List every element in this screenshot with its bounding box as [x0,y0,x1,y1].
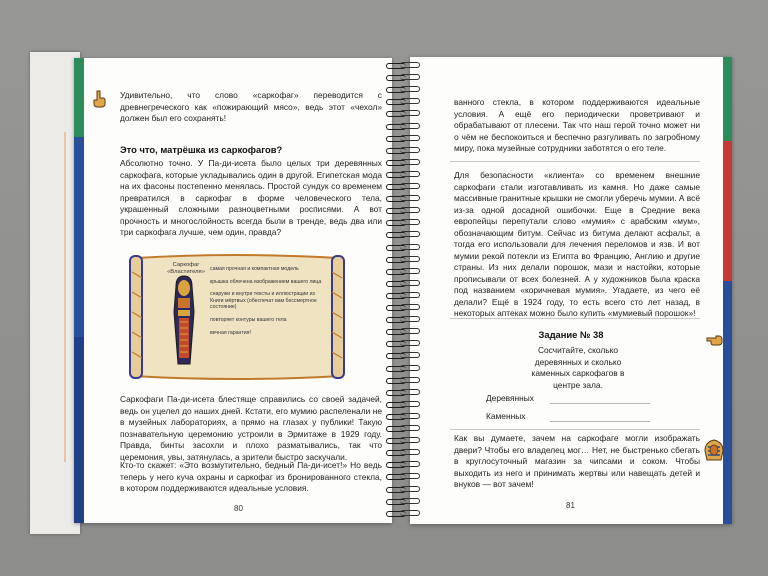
spiral-ring [386,110,420,118]
paragraph-3: Кто-то скажет: «Это возмутительно, бедный Па-ди-исет!» Но ведь теперь у него куча охраны и саркофаг из бронированного стекла, в котором поддерживаются идеальные условия. [120,460,382,493]
spiral-ring [386,62,420,70]
right-paragraph-0: ванного стекла, в котором поддерживаются идеальные условия. А ещё его периодически проветривают и обрабатывают от плесени. Так что наш герой точно может ни о чём не беспокоиться и беспечно разгуливать по загробному миру, пока музейные сотрудники заботятся о его теле. [454,97,700,153]
stone-answer-line[interactable] [550,421,650,422]
right-color-strip [723,57,732,524]
intro-text: Удивительно, что слово «саркофаг» переводится с древнегреческого как «пожирающий мясо», ведь этот «чехол» должен был его сохранять! [120,90,382,123]
spiral-ring [386,413,420,421]
spiral-ring [386,256,420,264]
spiral-ring [386,292,420,300]
pointing-hand-icon [92,90,106,111]
spiral-ring [386,147,420,155]
spiral-ring [386,328,420,336]
spiral-ring [386,280,420,288]
page-number: 81 [566,501,575,510]
left-color-strip [74,58,84,523]
papyrus-item: самая прочная и компактная модель [210,266,299,272]
right-page [410,57,732,524]
spiral-ring [386,437,420,445]
paragraph-2: Саркофаги Па-ди-исета блестяще справились со своей задачей, ведь он уцелел до наших дней. Кстати, его мумию распеленали не в музейных лабораториях, а прямо на глазах у публики! Такую познавательную церемонию устроили в Эрмитаже в 1929 году. Правда, бинты засохли и плохо разматывались, так что церемония, увы, затянулась, а зрители быстро заскучали. [120,394,382,462]
spiral-ring [386,365,420,373]
papyrus-item: снаружи и внутри тексты и иллюстрации из Книги мёртвых (обеспечат вам бессмертное состояние) [210,291,317,311]
spiral-ring [386,425,420,433]
wooden-label: Деревянных [486,393,534,403]
page-number: 80 [234,504,243,513]
spiral-ring [386,401,420,409]
section-heading: Это что, матрёшка из саркофагов? [120,144,283,155]
spiral-ring [386,244,420,252]
spiral-ring [386,171,420,179]
spiral-ring [386,183,420,191]
spiral-ring [386,473,420,481]
spiral-ring [386,219,420,227]
spiral-ring [386,510,420,518]
divider [450,318,700,319]
spiral-ring [386,231,420,239]
spiral-ring [386,159,420,167]
spiral-ring [386,74,420,82]
spiral-ring [386,377,420,385]
papyrus-title: Саркофаг «Властителя» [167,262,205,275]
spiral-ring [386,498,420,506]
spiral-ring [386,268,420,276]
spiral-ring [386,340,420,348]
wooden-answer-line[interactable] [550,403,650,404]
spiral-ring [386,123,420,131]
sarcophagus-figure [174,276,194,364]
papyrus-item: вечная гарантия! [210,329,251,336]
paragraph-1: Абсолютно точно. У Па-ди-исета было целых три деревянных саркофага, которые укладывались один в другой. Египетская мода на их фасоны постепенно менялась. Простой сундук со временем превратился в саркофаг в форме человеческого тела, украшенный сложными разноцветными росписями. А вот прочность и многослойность всегда были в тренде, ведь два или три саркофага лучше, чем один, правда? [120,158,382,237]
divider [450,161,700,162]
spiral-binding [386,56,420,524]
spiral-ring [386,449,420,457]
spiral-ring [386,98,420,106]
divider [450,429,700,430]
spiral-ring [386,195,420,203]
spiral-ring [386,461,420,469]
spiral-ring [386,135,420,143]
task-title: Задание № 38 [538,329,604,340]
spiral-ring [386,86,420,94]
task-text: Сосчитайте, сколько деревянных и сколько каменных саркофагов в центре зала. [531,345,625,390]
spiral-ring [386,316,420,324]
spiral-ring [386,389,420,397]
right-paragraph-1: Для безопасности «клиента» со временем внешние саркофаги стали изготавливать из камня. Но даже самые массивные гранитные крышки не смогли уберечь мумии. А всё из-за одной досадной ошибочки. Еще в Средние века европейцы перепутали слово «мумия» с арабским «мум», обозначающим битум. Сейчас из битума делают асфальт, а тогда его использовали для лечения переломов и язв. И вот мумии рекой потекли из Египта во Францию, Англию и другие страны. Из них делали порошок, мази и настойки, которые прописывали от всех болезней. А у художников была краска под названием «коричневая мумия». Угадаете, из чего её делали? Ещё в 1924 году, то есть всего сто лет назад, в некоторых аптеках можно было купить «мумиевый порошок»! [454,170,700,318]
spiral-ring [386,207,420,215]
right-paragraph-2: Как вы думаете, зачем на саркофаге могли изображать двери? Чтобы его владелец мог… Нет, не быстренько сбегать в круглосуточный магазин за чипсами и соком. Чтобы выходить из него и принимать жертвы или навещать детей и внуков — вот зачем! [454,433,700,489]
papyrus-list [210,266,328,336]
pointing-hand-icon [706,333,724,351]
sarcophagus-papyrus-illustration [128,252,346,382]
spiral-ring [386,352,420,360]
spiral-ring [386,486,420,494]
book-cover-edge [30,52,80,534]
pharaoh-mask-icon [704,439,724,466]
stone-label: Каменных [486,411,526,421]
papyrus-item: повторяет контуры вашего тела [210,316,287,323]
papyrus-item: крышка облечена изображением вашего лица [210,278,322,285]
spiral-ring [386,304,420,312]
